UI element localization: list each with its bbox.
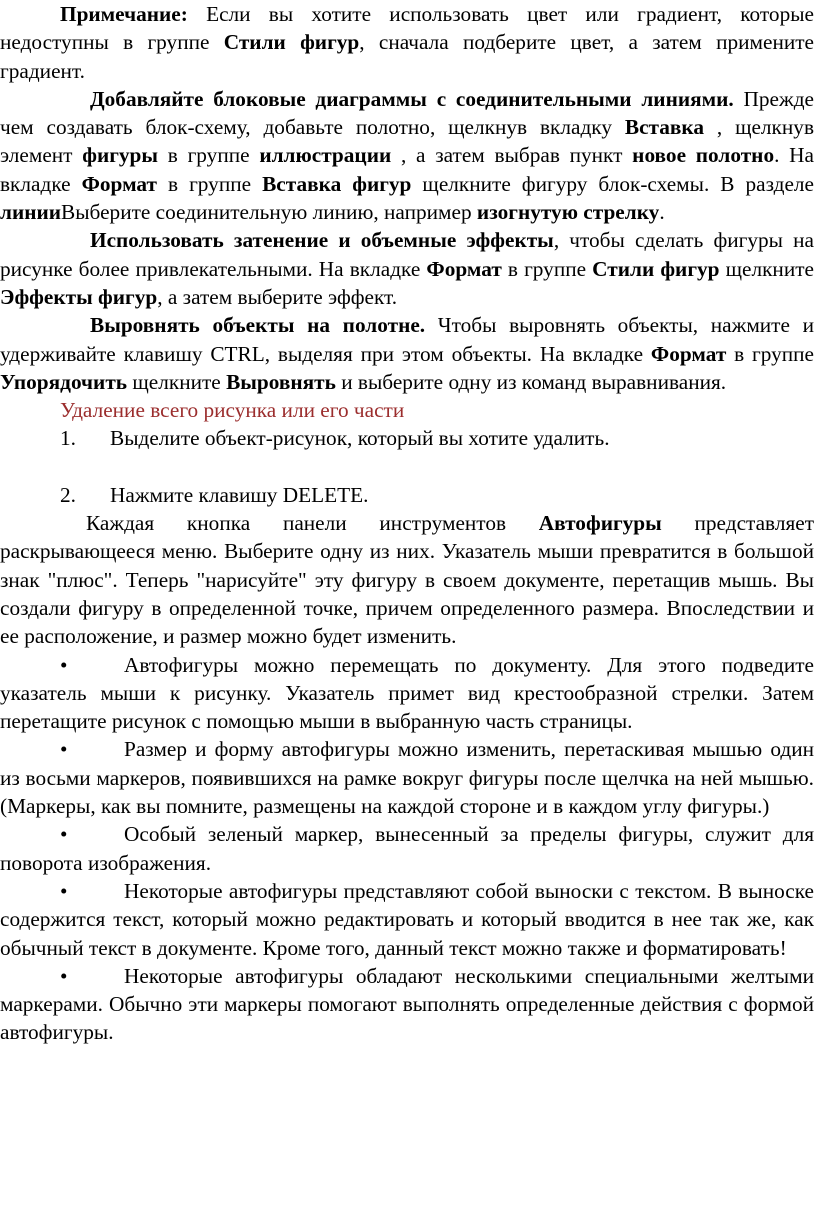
section-heading: Удаление всего рисунка или его части — [60, 398, 405, 423]
list-item-number: 2. — [60, 482, 76, 507]
tip-diagrams-paragraph: Добавляйте блоковые диаграммы с соединительными линиями. Прежде чем создавать блок-схему, добавьте полотно, щелкнув вкладку Вставка , щелкнув элемент фигуры в группе иллюстрации , а затем выбрав пункт новое полотно. На вкладке Формат в группе Вставка фигур щелкните фигуру блок-схемы. В разделе линииВыберите соединительную линию, например изогнутую стрелку. — [0, 86, 815, 225]
bullet-icon: • — [60, 878, 68, 903]
note-label: Примечание: — [60, 2, 188, 26]
bullet-paragraph: • Некоторые автофигуры представляют собой выноски с текстом. В выноске содержится текст, который можно редактировать и который вводится в нее так же, как обычный текст в документе. Кроме того, данный текст можно также и форматировать! — [0, 878, 814, 960]
note-paragraph: Примечание: Если вы хотите использовать цвет или градиент, которые недоступны в группе Стили фигур, сначала подберите цвет, а затем примените градиент. — [0, 2, 814, 83]
tip-align-paragraph: Выровнять объекты на полотне. Чтобы выровнять объекты, нажмите и удерживайте клавишу CTRL, выделяя при этом объекты. На вкладке Формат в группе Упорядочить щелкните Выровнять и выберите одну из команд выравнивания. — [0, 313, 815, 394]
bullet-icon: • — [60, 822, 68, 847]
list-item-text: Выделите объект-рисунок, который вы хотите удалить. — [110, 426, 610, 451]
bullet-paragraph: • Автофигуры можно перемещать по документу. Для этого подведите указатель мыши к рисунку. Указатель примет вид крестообразной стрелки. Затем перетащите рисунок с помощью мыши в выбранную часть страницы. — [0, 652, 814, 734]
tip-effects-paragraph: Использовать затенение и объемные эффекты, чтобы сделать фигуры на рисунке более привлекательными. На вкладке Формат в группе Стили фигур щелкните Эффекты фигур, а затем выберите эффект. — [0, 228, 814, 309]
bullet-icon: • — [60, 652, 68, 677]
bullet-paragraph: • Размер и форму автофигуры можно изменить, перетаскивая мышью один из восьми маркеров, появившихся на рамке вокруг фигуры после щелчка на ней мышью. (Маркеры, как вы помните, размещены на каждой стороне и в каждом углу фигуры.) — [0, 737, 814, 819]
bullet-icon: • — [60, 737, 68, 762]
spacer — [0, 453, 814, 481]
list-item — [0, 424, 814, 452]
bullet-paragraph: • Некоторые автофигуры обладают несколькими специальными желтыми маркерами. Обычно эти маркеры помогают выполнять определенные действия с формой автофигуры. — [0, 963, 814, 1045]
list-item-text: Нажмите клавишу DELETE. — [110, 482, 369, 507]
bullet-paragraph: • Особый зеленый маркер, вынесенный за пределы фигуры, служит для поворота изображения. — [0, 822, 814, 875]
list-item-number: 1. — [60, 426, 76, 451]
bullet-icon: • — [60, 963, 68, 988]
autoshapes-intro-paragraph: Каждая кнопка панели инструментов Автофигуры представляет раскрывающееся меню. Выберите одну из них. Указатель мыши превратится в большой знак "плюс". Теперь "нарисуйте" эту фигуру в своем документе, перетащив мышь. Вы создали фигуру в определенной точке, причем определенного размера. Впоследствии и ее расположение, и размер можно будет изменить. — [0, 511, 814, 649]
list-item — [0, 481, 814, 509]
